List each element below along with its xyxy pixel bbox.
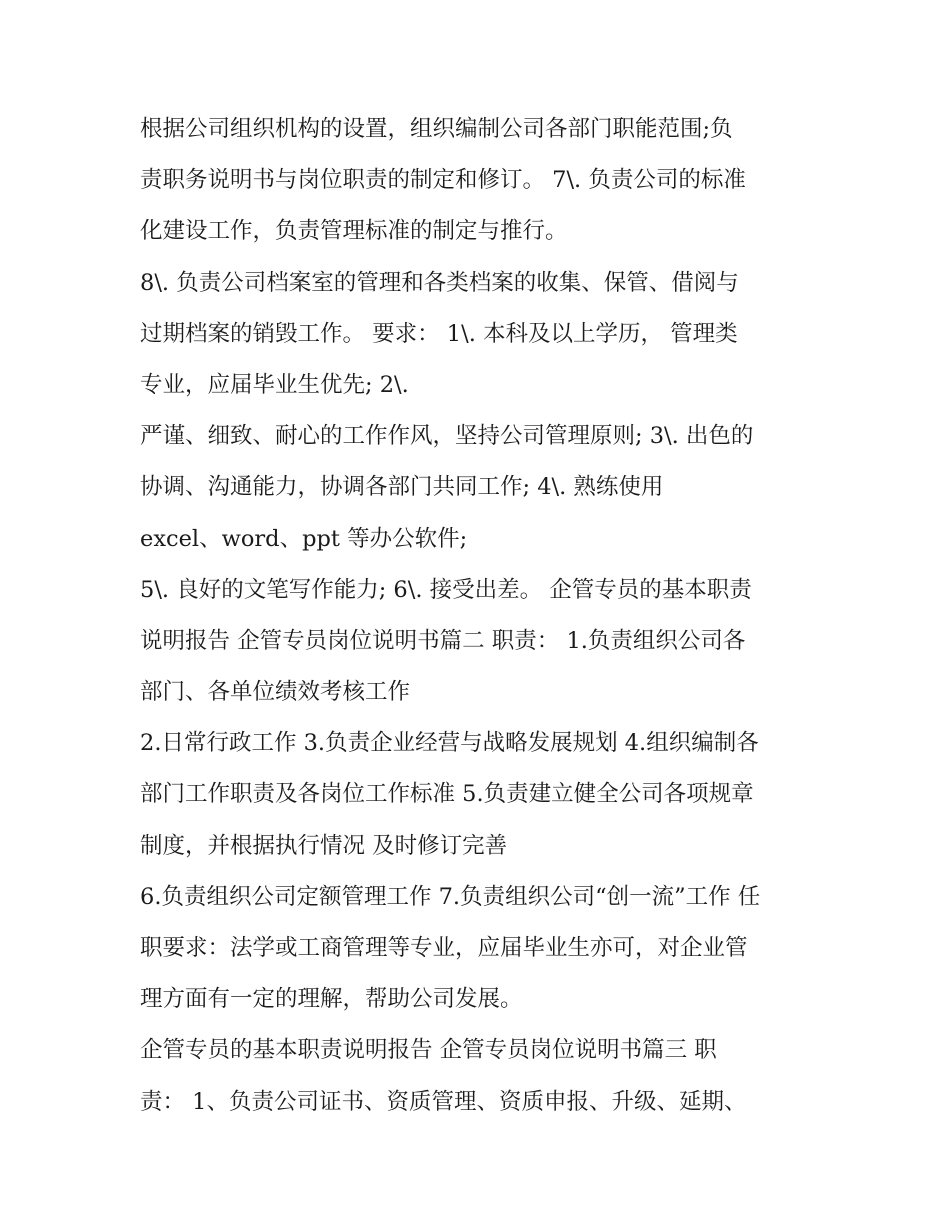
text-line: 制度，并根据执行情况 及时修订完善 <box>140 832 508 859</box>
text-line: 5\. 良好的文笔写作能力; 6\. 接受出差。 企管专员的基本职责 <box>140 576 752 603</box>
text-line: 协调、沟通能力，协调各部门共同工作; 4\. 熟练使用 <box>140 474 664 501</box>
document-body <box>140 104 830 1128</box>
text-line: 化建设工作，负责管理标准的制定与推行。 <box>140 218 568 245</box>
text-line: 部门、各单位绩效考核工作 <box>140 679 411 706</box>
text-line: excel、word、ppt 等办公软件; <box>140 525 468 552</box>
text-line: 专业，应届毕业生优先; 2\. <box>140 371 409 398</box>
text-line: 2.日常行政工作 3.负责企业经营与战略发展规划 4.组织编制各 <box>140 730 759 757</box>
text-line: 职要求：法学或工商管理等专业，应届毕业生亦可，对企业管 <box>140 935 748 961</box>
text-line: 根据公司组织机构的设置，组织编制公司各部门职能范围;负 <box>140 116 733 142</box>
text-line: 8\. 负责公司档案室的管理和各类档案的收集、保管、借阅与 <box>140 269 739 296</box>
text-line: 严谨、细致、耐心的工作作风，坚持公司管理原则; 3\. 出色的 <box>140 423 754 450</box>
text-line: 说明报告 企管专员岗位说明书篇二 职责： 1.负责组织公司各 <box>140 627 746 654</box>
text-line: 责： 1、负责公司证书、资质管理、资质申报、升级、延期、 <box>140 1088 747 1115</box>
text-line: 责职务说明书与岗位职责的制定和修订。 7\. 负责公司的标准 <box>140 167 746 194</box>
text-line: 企管专员的基本职责说明报告 企管专员岗位说明书篇三 职 <box>140 1037 717 1064</box>
text-line: 6.负责组织公司定额管理工作 7.负责组织公司“创一流”工作 任 <box>140 883 761 910</box>
text-line: 过期档案的销毁工作。 要求： 1\. 本科及以上学历， 管理类 <box>140 320 738 347</box>
text-line: 理方面有一定的理解，帮助公司发展。 <box>140 986 523 1013</box>
text-line: 部门工作职责及各岗位工作标准 5.负责建立健全公司各项规章 <box>140 781 754 808</box>
